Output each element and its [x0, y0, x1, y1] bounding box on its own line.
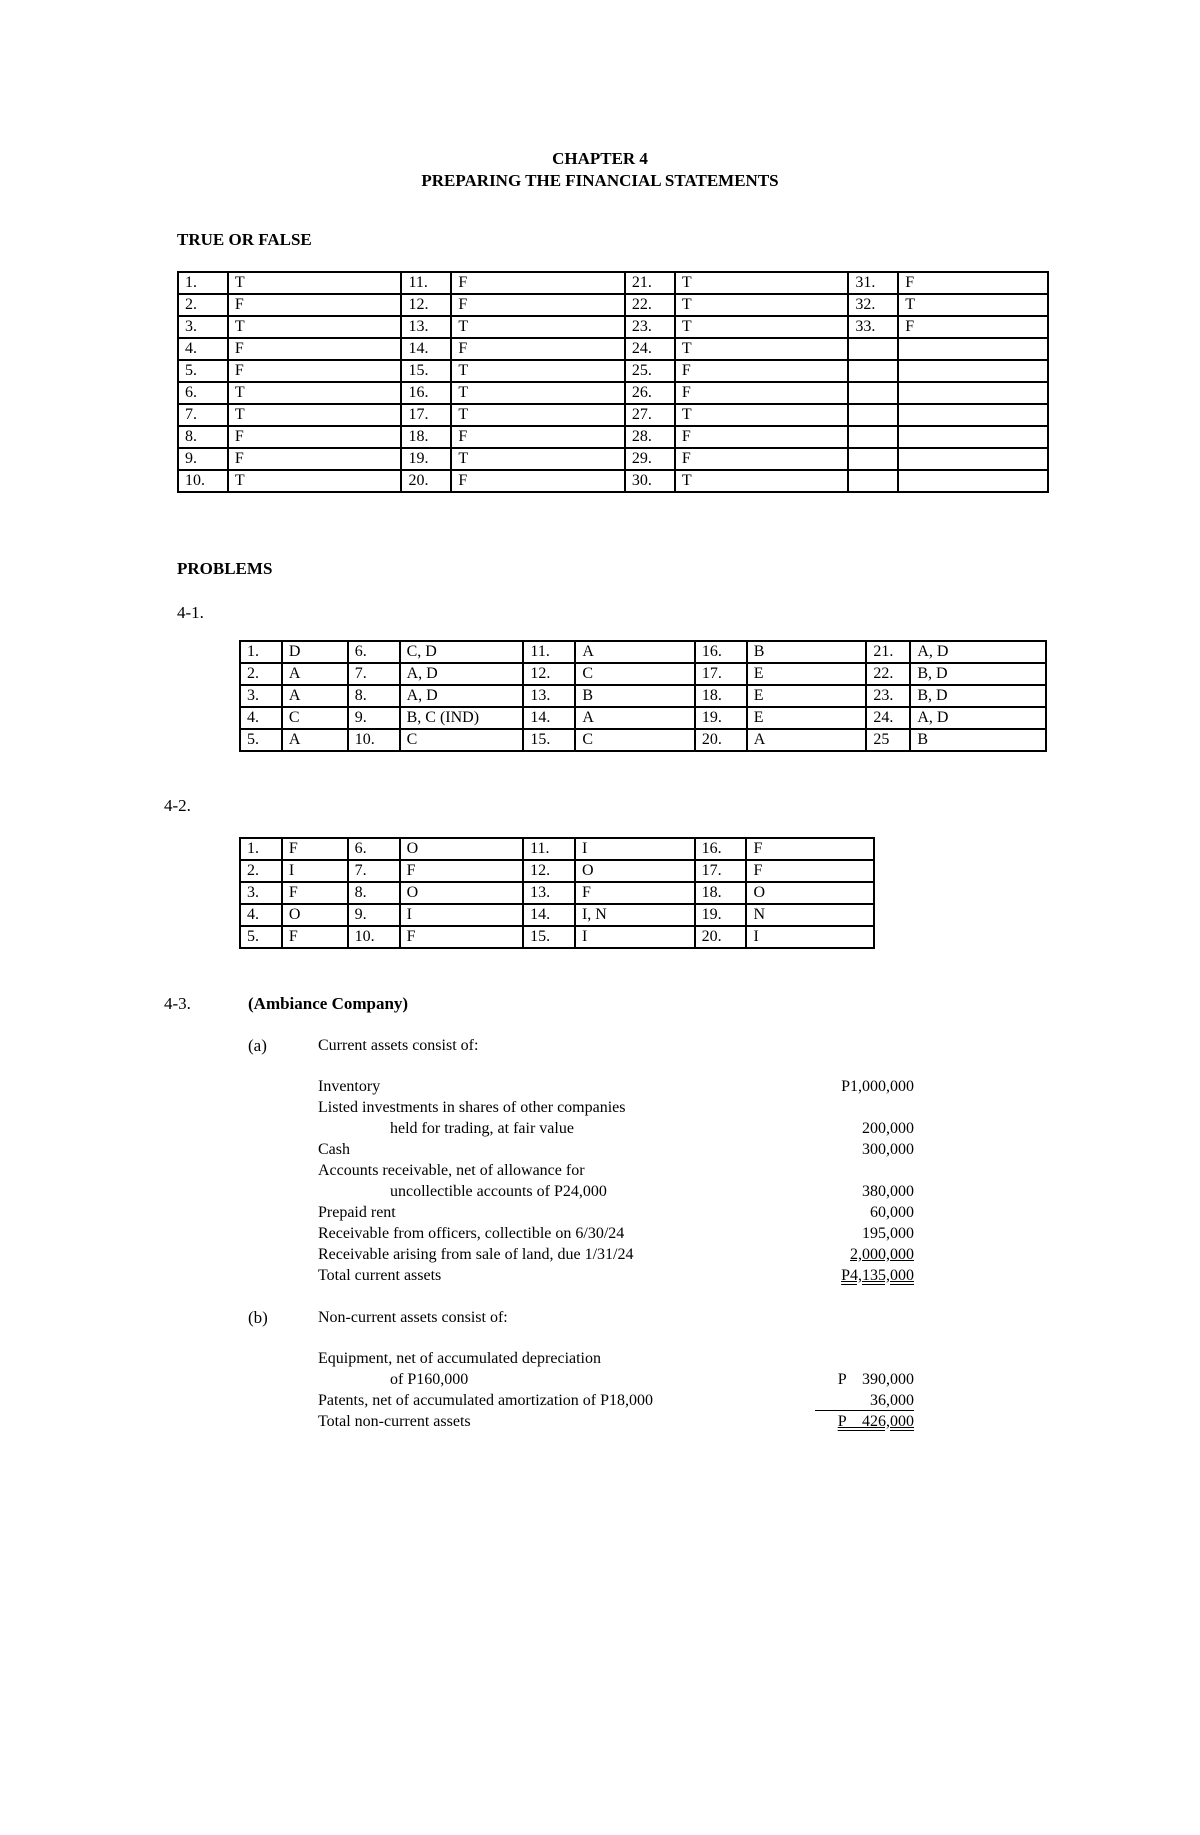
answer-cell: O: [400, 838, 524, 860]
answer-row: [178, 316, 1048, 338]
item-number: 7.: [348, 860, 400, 882]
answer-cell: A: [282, 685, 348, 707]
answer-row: [178, 470, 1048, 492]
item-number: 3.: [240, 685, 282, 707]
answer-cell: F: [228, 448, 402, 470]
land-receivable-label: Receivable arising from sale of land, due 1/31/24: [318, 1246, 634, 1263]
total-non-current-assets-amount: P 426,000: [837, 1413, 914, 1430]
patents-amount: 36,000: [815, 1391, 914, 1411]
answer-cell: N: [746, 904, 874, 926]
prepaid-rent-amount: 60,000: [870, 1204, 914, 1221]
answer-cell: O: [400, 882, 524, 904]
answer-cell: I: [575, 838, 695, 860]
answer-cell: E: [747, 707, 867, 729]
answer-cell: A, D: [400, 685, 524, 707]
item-number: 8.: [348, 685, 400, 707]
item-number: 23.: [866, 685, 910, 707]
answer-row: [240, 707, 1046, 729]
answer-cell: F: [228, 360, 402, 382]
land-receivable-amount: 2,000,000: [850, 1246, 914, 1263]
answer-cell: F: [282, 882, 348, 904]
answer-cell: [898, 448, 1048, 470]
item-number: 5.: [178, 360, 228, 382]
chapter-number: CHAPTER 4: [552, 149, 648, 168]
item-number: 14.: [523, 904, 575, 926]
part-a-intro: Current assets consist of:: [318, 1037, 479, 1054]
item-number: 12.: [401, 294, 451, 316]
answer-cell: [898, 382, 1048, 404]
item-number: 13.: [401, 316, 451, 338]
equipment-label-2: of P160,000: [390, 1371, 469, 1388]
item-number: [848, 382, 898, 404]
answer-cell: F: [451, 426, 625, 448]
item-number: 15.: [523, 729, 575, 751]
equipment-label-1: Equipment, net of accumulated depreciation: [318, 1350, 601, 1367]
answer-cell: F: [575, 882, 695, 904]
item-number: 1.: [240, 838, 282, 860]
answer-cell: F: [228, 426, 402, 448]
answer-row: [178, 448, 1048, 470]
answer-cell: F: [451, 294, 625, 316]
answer-row: [178, 382, 1048, 404]
answer-cell: T: [675, 338, 849, 360]
answer-row: [178, 404, 1048, 426]
answer-cell: O: [575, 860, 695, 882]
answer-cell: F: [746, 860, 874, 882]
answer-cell: T: [451, 448, 625, 470]
answer-cell: A, D: [400, 663, 524, 685]
answer-cell: E: [747, 663, 867, 685]
answer-cell: I, N: [575, 904, 695, 926]
item-number: 11.: [401, 272, 451, 294]
item-number: 22.: [625, 294, 675, 316]
answer-cell: [898, 470, 1048, 492]
answer-cell: F: [675, 382, 849, 404]
answer-cell: F: [282, 926, 348, 948]
item-number: 3.: [178, 316, 228, 338]
answer-cell: F: [228, 338, 402, 360]
item-number: 5.: [240, 926, 282, 948]
item-number: 31.: [848, 272, 898, 294]
prepaid-rent-label: Prepaid rent: [318, 1204, 396, 1221]
item-number: 21.: [625, 272, 675, 294]
answer-cell: F: [451, 338, 625, 360]
answer-cell: F: [400, 926, 524, 948]
answer-cell: A: [575, 707, 695, 729]
answer-cell: C: [400, 729, 524, 751]
item-number: [848, 338, 898, 360]
item-number: 6.: [178, 382, 228, 404]
answer-cell: C: [575, 663, 695, 685]
item-number: 24.: [866, 707, 910, 729]
item-number: 8.: [348, 882, 400, 904]
total-current-assets-amount: P4,135,000: [841, 1267, 914, 1284]
item-number: 10.: [348, 926, 400, 948]
item-number: 16.: [695, 838, 747, 860]
officers-receivable-amount: 195,000: [862, 1225, 914, 1242]
answer-cell: I: [400, 904, 524, 926]
item-number: 14.: [523, 707, 575, 729]
item-number: 25: [866, 729, 910, 751]
answer-cell: F: [746, 838, 874, 860]
item-number: 19.: [695, 707, 747, 729]
answer-row: [240, 663, 1046, 685]
item-number: 30.: [625, 470, 675, 492]
item-number: 25.: [625, 360, 675, 382]
listed-investments-label-1: Listed investments in shares of other companies: [318, 1099, 626, 1116]
answer-cell: T: [228, 316, 402, 338]
item-number: 15.: [523, 926, 575, 948]
item-number: 10.: [348, 729, 400, 751]
item-number: [848, 448, 898, 470]
answer-cell: F: [675, 448, 849, 470]
officers-receivable-label: Receivable from officers, collectible on 6/30/24: [318, 1225, 625, 1242]
item-number: 11.: [523, 641, 575, 663]
item-number: 1.: [240, 641, 282, 663]
answer-row: [240, 882, 874, 904]
answer-cell: T: [451, 360, 625, 382]
answer-row: [178, 294, 1048, 316]
answer-cell: F: [451, 272, 625, 294]
answer-cell: I: [746, 926, 874, 948]
item-number: 11.: [523, 838, 575, 860]
true-false-table: [177, 271, 1049, 493]
inventory-label: Inventory: [318, 1078, 381, 1095]
item-number: [848, 360, 898, 382]
item-number: 3.: [240, 882, 282, 904]
item-number: 6.: [348, 838, 400, 860]
item-number: 24.: [625, 338, 675, 360]
item-number: 32.: [848, 294, 898, 316]
answer-cell: [898, 360, 1048, 382]
answer-cell: F: [898, 316, 1048, 338]
answer-cell: E: [747, 685, 867, 707]
item-number: 16.: [401, 382, 451, 404]
answer-cell: F: [400, 860, 524, 882]
listed-investments-amount: 200,000: [862, 1120, 914, 1137]
answer-cell: T: [451, 382, 625, 404]
answer-row: [240, 926, 874, 948]
answer-cell: A, D: [910, 707, 1046, 729]
item-number: 9.: [178, 448, 228, 470]
answer-row: [240, 838, 874, 860]
item-number: [848, 426, 898, 448]
answer-cell: O: [746, 882, 874, 904]
answer-cell: F: [451, 470, 625, 492]
problem-4-1-table: [239, 640, 1047, 752]
item-number: [848, 404, 898, 426]
problems-heading: PROBLEMS: [177, 559, 273, 578]
answer-cell: T: [675, 272, 849, 294]
item-number: 29.: [625, 448, 675, 470]
item-number: 20.: [695, 926, 747, 948]
item-number: 4.: [240, 904, 282, 926]
answer-row: [178, 426, 1048, 448]
part-b-intro: Non-current assets consist of:: [318, 1309, 508, 1326]
answer-cell: T: [898, 294, 1048, 316]
answer-row: [240, 641, 1046, 663]
answer-cell: A, D: [910, 641, 1046, 663]
item-number: 9.: [348, 904, 400, 926]
item-number: 15.: [401, 360, 451, 382]
listed-investments-label-2: held for trading, at fair value: [390, 1120, 574, 1137]
part-b-letter: (b): [248, 1308, 268, 1327]
answer-row: [240, 860, 874, 882]
accounts-receivable-label-1: Accounts receivable, net of allowance for: [318, 1162, 585, 1179]
answer-cell: [898, 426, 1048, 448]
total-current-assets-label: Total current assets: [318, 1267, 442, 1284]
answer-cell: C: [282, 707, 348, 729]
answer-cell: I: [575, 926, 695, 948]
answer-cell: A: [747, 729, 867, 751]
answer-cell: O: [282, 904, 348, 926]
answer-cell: B, C (IND): [400, 707, 524, 729]
item-number: 23.: [625, 316, 675, 338]
answer-cell: C: [575, 729, 695, 751]
answer-cell: T: [228, 382, 402, 404]
problem-4-1-label: 4-1.: [177, 603, 204, 622]
cash-label: Cash: [318, 1141, 350, 1158]
answer-cell: T: [675, 294, 849, 316]
answer-cell: [898, 404, 1048, 426]
item-number: 8.: [178, 426, 228, 448]
answer-cell: F: [228, 294, 402, 316]
answer-cell: B: [575, 685, 695, 707]
item-number: 22.: [866, 663, 910, 685]
answer-cell: T: [451, 404, 625, 426]
answer-row: [240, 904, 874, 926]
item-number: 21.: [866, 641, 910, 663]
item-number: 33.: [848, 316, 898, 338]
answer-cell: A: [282, 729, 348, 751]
problem-4-2-table: [239, 837, 875, 949]
answer-cell: T: [675, 470, 849, 492]
answer-row: [240, 685, 1046, 707]
accounts-receivable-amount: 380,000: [862, 1183, 914, 1200]
answer-row: [178, 272, 1048, 294]
item-number: 19.: [695, 904, 747, 926]
answer-cell: B: [910, 729, 1046, 751]
company-name: (Ambiance Company): [248, 994, 409, 1013]
item-number: 12.: [523, 663, 575, 685]
item-number: 10.: [178, 470, 228, 492]
item-number: 17.: [401, 404, 451, 426]
answer-cell: T: [675, 316, 849, 338]
answer-cell: B: [747, 641, 867, 663]
answer-row: [240, 729, 1046, 751]
item-number: 14.: [401, 338, 451, 360]
item-number: [848, 470, 898, 492]
item-number: 17.: [695, 663, 747, 685]
answer-cell: F: [282, 838, 348, 860]
answer-cell: A: [575, 641, 695, 663]
answer-cell: F: [675, 426, 849, 448]
item-number: 13.: [523, 685, 575, 707]
item-number: 12.: [523, 860, 575, 882]
item-number: 4.: [178, 338, 228, 360]
item-number: 9.: [348, 707, 400, 729]
item-number: 16.: [695, 641, 747, 663]
chapter-title: PREPARING THE FINANCIAL STATEMENTS: [421, 171, 779, 190]
answer-cell: T: [228, 470, 402, 492]
answer-cell: I: [282, 860, 348, 882]
item-number: 7.: [348, 663, 400, 685]
answer-cell: [898, 338, 1048, 360]
problem-4-3-label: 4-3.: [164, 994, 191, 1013]
item-number: 18.: [401, 426, 451, 448]
cash-amount: 300,000: [862, 1141, 914, 1158]
item-number: 26.: [625, 382, 675, 404]
true-false-heading: TRUE OR FALSE: [177, 230, 312, 249]
answer-cell: B, D: [910, 663, 1046, 685]
answer-cell: T: [228, 272, 402, 294]
item-number: 6.: [348, 641, 400, 663]
item-number: 18.: [695, 685, 747, 707]
answer-row: [178, 360, 1048, 382]
answer-cell: A: [282, 663, 348, 685]
item-number: 13.: [523, 882, 575, 904]
answer-cell: T: [451, 316, 625, 338]
accounts-receivable-label-2: uncollectible accounts of P24,000: [390, 1183, 607, 1200]
item-number: 2.: [240, 860, 282, 882]
item-number: 2.: [178, 294, 228, 316]
problem-4-2-label: 4-2.: [164, 796, 191, 815]
answer-cell: F: [898, 272, 1048, 294]
answer-cell: C, D: [400, 641, 524, 663]
item-number: 20.: [695, 729, 747, 751]
equipment-amount: P 390,000: [837, 1371, 914, 1388]
item-number: 17.: [695, 860, 747, 882]
answer-row: [178, 338, 1048, 360]
item-number: 20.: [401, 470, 451, 492]
item-number: 5.: [240, 729, 282, 751]
item-number: 18.: [695, 882, 747, 904]
inventory-amount: P1,000,000: [841, 1078, 914, 1095]
answer-cell: F: [675, 360, 849, 382]
item-number: 1.: [178, 272, 228, 294]
answer-cell: T: [228, 404, 402, 426]
answer-cell: D: [282, 641, 348, 663]
answer-cell: T: [675, 404, 849, 426]
item-number: 4.: [240, 707, 282, 729]
item-number: 19.: [401, 448, 451, 470]
item-number: 28.: [625, 426, 675, 448]
patents-label: Patents, net of accumulated amortization of P18,000: [318, 1392, 654, 1409]
part-a-letter: (a): [248, 1036, 267, 1055]
answer-cell: B, D: [910, 685, 1046, 707]
item-number: 27.: [625, 404, 675, 426]
item-number: 2.: [240, 663, 282, 685]
item-number: 7.: [178, 404, 228, 426]
total-non-current-assets-label: Total non-current assets: [318, 1413, 471, 1430]
